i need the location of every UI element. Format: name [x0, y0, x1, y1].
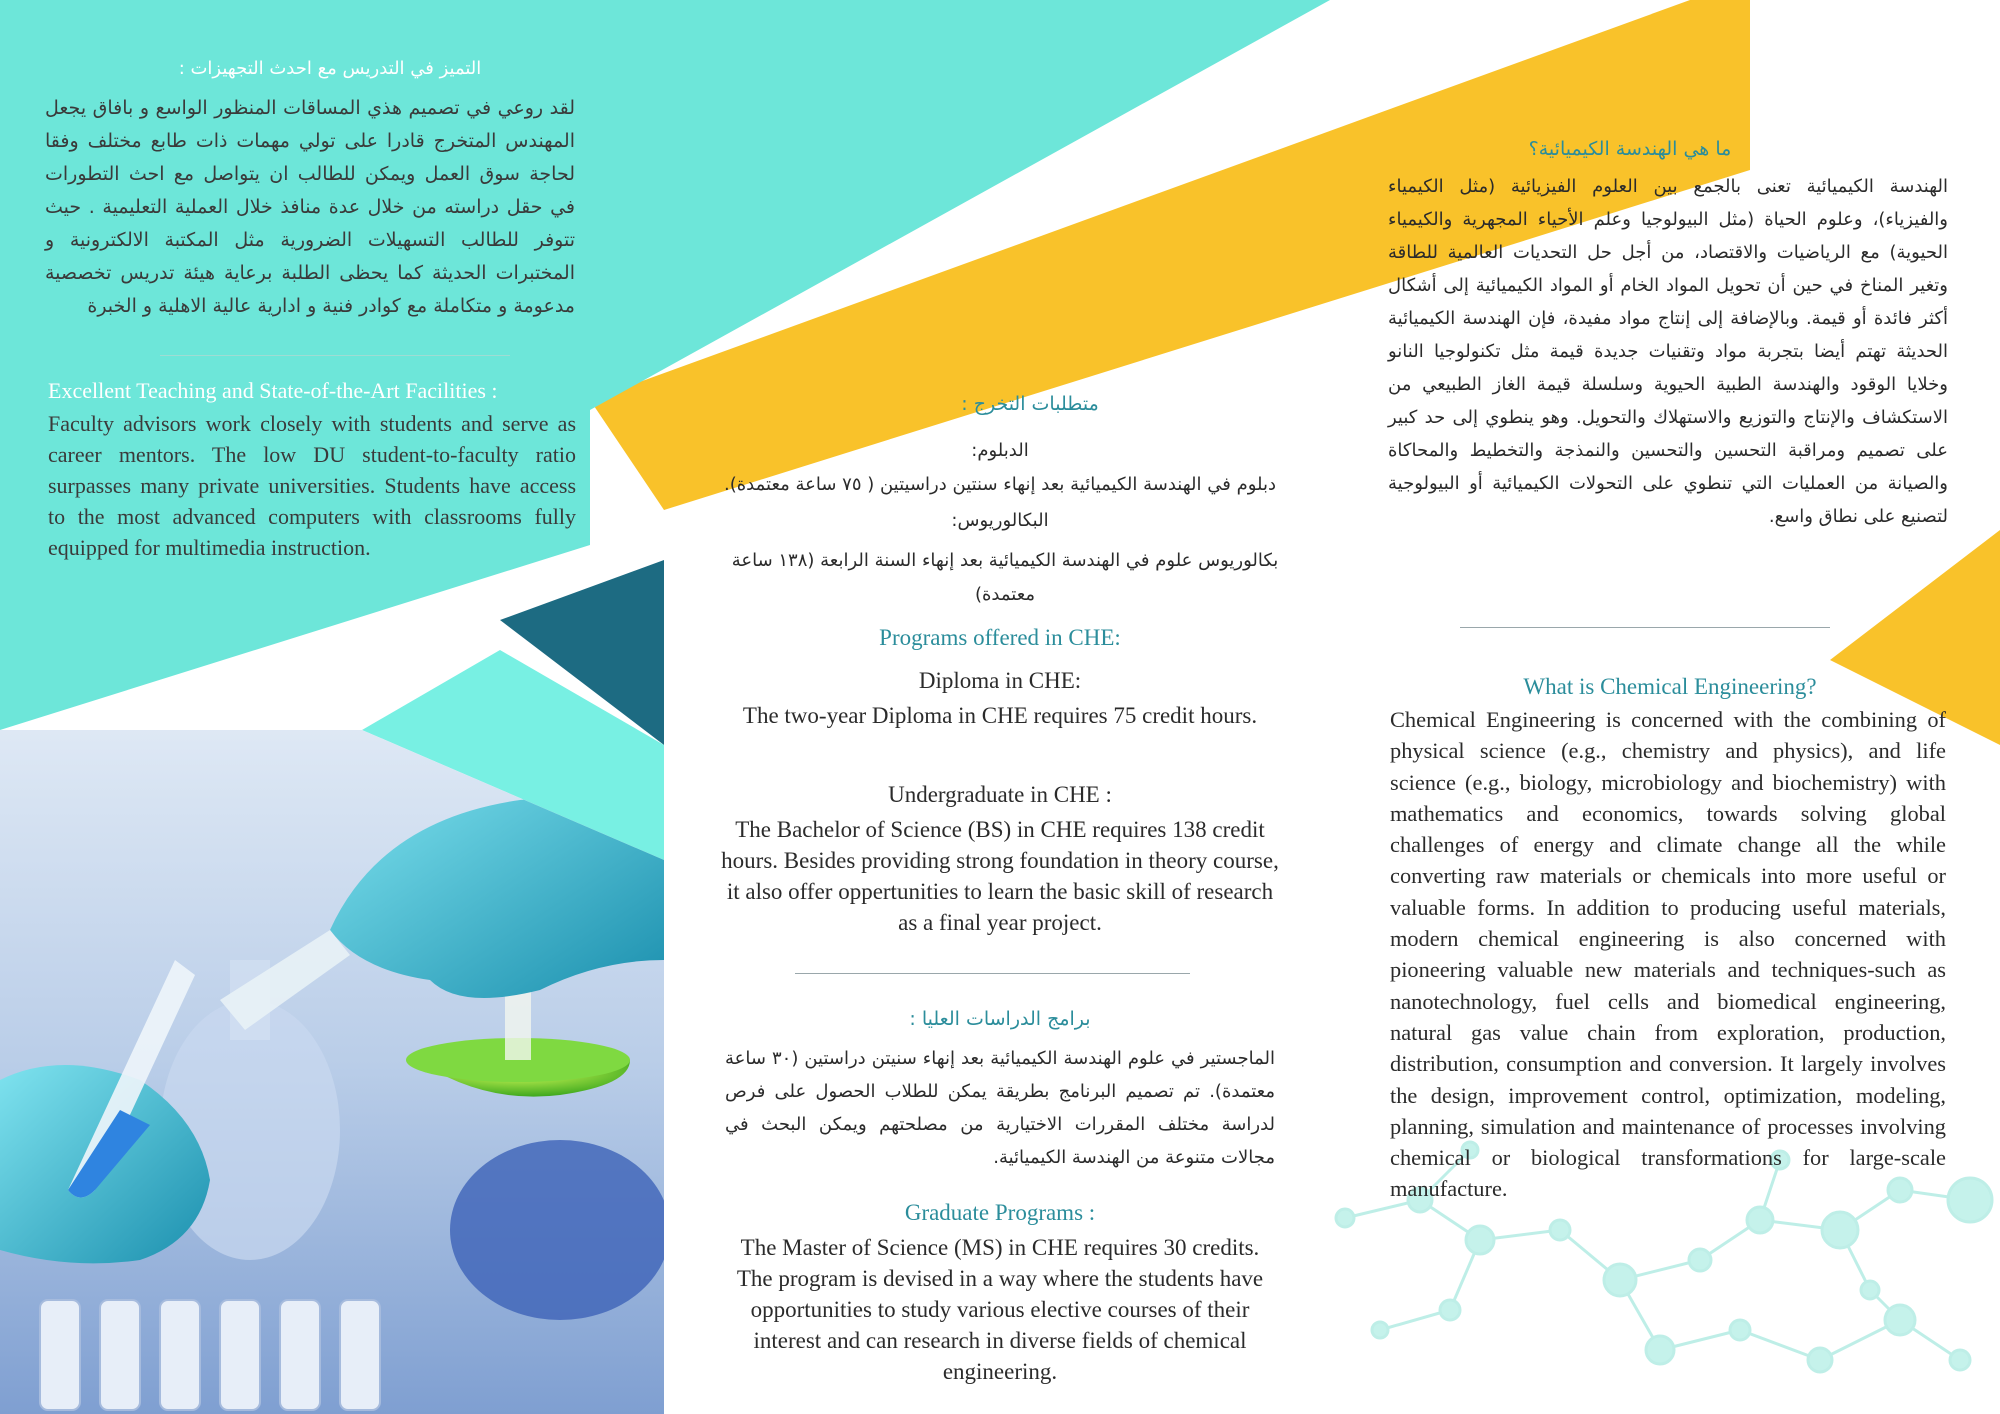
mid-diploma-text: The two-year Diploma in CHE requires 75 credit hours. [742, 703, 1258, 728]
left-divider [160, 355, 510, 356]
right-divider [1460, 627, 1830, 628]
mid-ar-grad-heading: برامج الدراسات العليا : [909, 1008, 1091, 1030]
mid-diploma-title: Diploma in CHE: [918, 668, 1082, 693]
left-ar-body: لقد روعي في تصميم هذي المساقات المنظور الواسع و بافاق يجعل المهندس المتخرج قادرا على تولي مهمات ذات طابع مختلف وفقا لحاجة سوق العمل ويمكن للطالب ان يتواصل مع احث التطورات في حقل دراسته من خلال عدة منافذ خلال العملية التعليمية . حيث تتوفر للطالب التسهيلات الضرورية مثل المكتبة الالكترونية و المختبرات الحديثة كما يحظى الطلبة برعاية هيئة تدريس تخصصية مدعومة و متكاملة مع كوادر فنية و ادارية عالية الاهلية و الخبرة [45, 97, 575, 317]
left-en-body: Faculty advisors work closely with students and serve as career mentors. The low DU student-to-faculty ratio surpasses many private universities. Students have access to the most advanced computers with classrooms fully equipped for multimedia instruction. [48, 411, 576, 560]
mid-divider [795, 973, 1190, 974]
mid-programs-heading: Programs offered in CHE: [879, 625, 1121, 650]
mid-ar-bachelor-label: البكالوريوس: [951, 510, 1049, 531]
right-ar-body: الهندسة الكيميائية تعنى بالجمع بين العلوم الفيزيائية (مثل الكيمياء والفيزياء)، وعلوم الحياة (مثل البيولوجيا وعلم الأحياء المجهرية والكيمياء الحيوية) مع الرياضيات والاقتصاد، من أجل حل التحديات العالمية للطاقة وتغير المناخ في حين أن تحويل المواد الخام أو المواد الكيميائية إلى أشكال أكثر فائدة أو قيمة. وبالإضافة إلى إنتاج مواد مفيدة، فإن الهندسة الكيميائية الحديثة تهتم أيضا بتجربة مواد وتقنيات جديدة قيمة مثل تكنولوجيا النانو وخلايا الوقود والهندسة الطبية الحيوية وسلسلة قيمة الغاز الطبيعي من الاستكشاف والإنتاج والتوزيع والاستهلاك والتحويل. وهو ينطوي إلى حد كبير على تصميم ومراقبة التحسين والتحسين والنمذجة والتخطيط والمحاكاة والصيانة من العمليات التي تنطوي على التحولات الكيميائية أو البيولوجية لتصنيع على نطاق واسع. [1388, 176, 1948, 527]
mid-ug-title: Undergraduate in CHE : [888, 782, 1112, 807]
right-en-body: Chemical Engineering is concerned with the combining of physical science (e.g., chemistry and physics), and life science (e.g., biology, microbiology and biochemistry) with mathematics and economics, towards solving global challenges of energy and climate change all the while converting raw materials or chemicals into more useful or valuable forms. In addition to producing useful materials, modern chemical engineering is also concerned with pioneering valuable new materials and techniques-such as nanotechnology, fuel cells and biomedical engineering, natural gas value chain from exploration, production, distribution, consumption and conversion. It largely involves the design, improvement control, optimization, modeling, planning, simulation and maintenance of processes involving chemical or biological transformations for large-scale manufacture. [1390, 707, 1946, 1202]
mid-ar-diploma-text: دبلوم في الهندسة الكيميائية بعد إنهاء سنتين دراسيتين ( ٧٥ ساعة معتمدة). [723, 474, 1276, 495]
mid-ar-grad-text: الماجستير في علوم الهندسة الكيميائية بعد إنهاء سنيتن دراستين (٣٠ ساعة معتمدة). تم تصميم البرنامج بطريقة يمكن للطلاب الحصول على فرص لدراسة مختلف المقررات الاختيارية من مصلحتهم ويمكن البحث في مجالات متنوعة من الهندسة الكيميائية. [725, 1048, 1275, 1168]
chemistry-lab-photo-icon [0, 720, 670, 1414]
mid-grad-heading: Graduate Programs : [904, 1200, 1096, 1225]
right-en-heading: What is Chemical Engineering? [1523, 674, 1817, 699]
mid-grad-text: The Master of Science (MS) in CHE requires 30 credits. The program is devised in a way where the students have opportunities to study various elective courses of their interest and can research in diverse fields of chemical engineering. [736, 1235, 1264, 1384]
right-ar-heading: ما هي الهندسة الكيميائية؟ [1528, 138, 1732, 160]
left-en-heading: Excellent Teaching and State-of-the-Art Facilities : [48, 378, 498, 403]
left-ar-heading: التميز في التدريس مع احدث التجهيزات : [178, 58, 482, 79]
mid-ar-bachelor-text: بكالوريوس علوم في الهندسة الكيميائية بعد إنهاء السنة الرابعة (١٣٨ ساعة معتمدة) [731, 550, 1279, 605]
mid-ug-text: The Bachelor of Science (BS) in CHE requires 138 credit hours. Besides providing strong foundation in theory course, it also offer oppertunities to learn the basic skill of research as a final year project. [721, 817, 1279, 935]
mid-ar-req-heading: متطلبات التخرج : [961, 393, 1099, 415]
mid-ar-diploma-label: الدبلوم: [971, 440, 1029, 461]
